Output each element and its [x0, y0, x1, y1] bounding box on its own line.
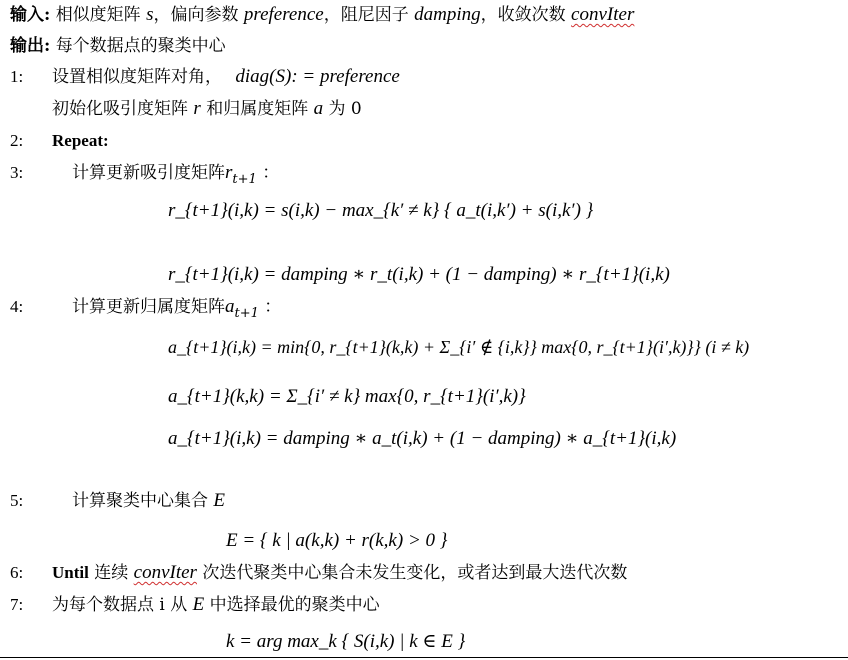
input-text-a: 相似度矩阵 — [55, 5, 141, 25]
repeat-keyword: Repeat: — [52, 131, 109, 150]
step-5-text: 计算聚类中心集合 — [72, 491, 208, 511]
input-s: s — [146, 4, 154, 25]
step-7-text-a: 为每个数据点 i 从 — [52, 595, 188, 615]
formula-availability-damping: a_{t+1}(i,k) = damping ∗ a_t(i,k) + (1 − damping) ∗ a_{t+1}(i,k) — [168, 428, 677, 449]
step-1b-text-b: 和归属度矩阵 — [206, 99, 309, 119]
step-3-colon: ： — [262, 163, 280, 183]
step-6-number: 6: — [10, 563, 24, 582]
formula-responsibility-damping: r_{t+1}(i,k) = damping ∗ r_t(i,k) + (1 − damping) ∗ r_{t+1}(i,k) — [168, 264, 670, 285]
step-6-conviter: convIter — [133, 562, 197, 583]
step-1-text: 设置相似度矩阵对角， — [52, 67, 222, 87]
step-4-symbol: a — [225, 296, 235, 317]
step-1-number: 1: — [10, 67, 24, 86]
step-7-text-b: 中选择最优的聚类中心 — [209, 595, 380, 615]
step-1b-r: r — [193, 98, 201, 119]
formula-self-availability: a_{t+1}(k,k) = Σ_{i′ ≠ k} max{0, r_{t+1}(i′,k)} — [168, 386, 526, 407]
step-4-number: 4: — [10, 297, 24, 316]
step-6-text-a: 连续 — [94, 563, 129, 583]
step-3-number: 3: — [10, 163, 24, 182]
step-4-colon: ： — [264, 297, 282, 317]
input-conviter: convIter — [571, 4, 635, 25]
bottom-rule — [0, 657, 848, 658]
step-6-text-b: 次迭代聚类中心集合未发生变化，或者达到最大迭代次数 — [202, 563, 628, 583]
step-3-symbol: r — [225, 162, 233, 183]
step-3-text: 计算更新吸引度矩阵 — [72, 163, 225, 183]
input-preference: preference — [243, 4, 324, 25]
step-2-number: 2: — [10, 131, 24, 150]
formula-responsibility-update: r_{t+1}(i,k) = s(i,k) − max_{k′ ≠ k} { a_t(i,k′) + s(i,k′) } — [168, 200, 594, 221]
step-4-text: 计算更新归属度矩阵 — [72, 297, 225, 317]
step-1b-text-a: 初始化吸引度矩阵 — [52, 99, 188, 119]
step-1b-a: a — [313, 98, 324, 119]
formula-exemplar-set: E = { k | a(k,k) + r(k,k) > 0 } — [226, 530, 448, 551]
step-1b-text-c: 为 0 — [328, 99, 362, 119]
input-text-d: ，收敛次数 — [480, 5, 566, 25]
step-7-number: 7: — [10, 595, 24, 614]
output-text: 每个数据点的聚类中心 — [55, 36, 226, 56]
step-5-number: 5: — [10, 491, 24, 510]
step-5-symbol: E — [213, 490, 226, 511]
formula-argmax: k = arg max_k { S(i,k) | k ∈ E } — [226, 631, 466, 652]
input-damping: damping — [414, 4, 481, 25]
until-keyword: Until — [52, 563, 89, 582]
input-text-c: ，阻尼因子 — [323, 5, 409, 25]
formula-availability-update: a_{t+1}(i,k) = min{0, r_{t+1}(k,k) + Σ_{i′ ∉ {i,k}} max{0, r_{t+1}(i′,k)}} (i ≠ k) — [168, 337, 750, 357]
step-1-math: diag(S): = preference — [235, 66, 400, 87]
step-3-subscript: t+1 — [232, 172, 257, 187]
step-7-E: E — [192, 594, 205, 615]
output-label: 输出: — [10, 36, 51, 56]
input-label: 输入: — [10, 5, 51, 25]
step-4-subscript: t+1 — [234, 306, 259, 321]
input-text-b: ，偏向参数 — [153, 5, 239, 25]
